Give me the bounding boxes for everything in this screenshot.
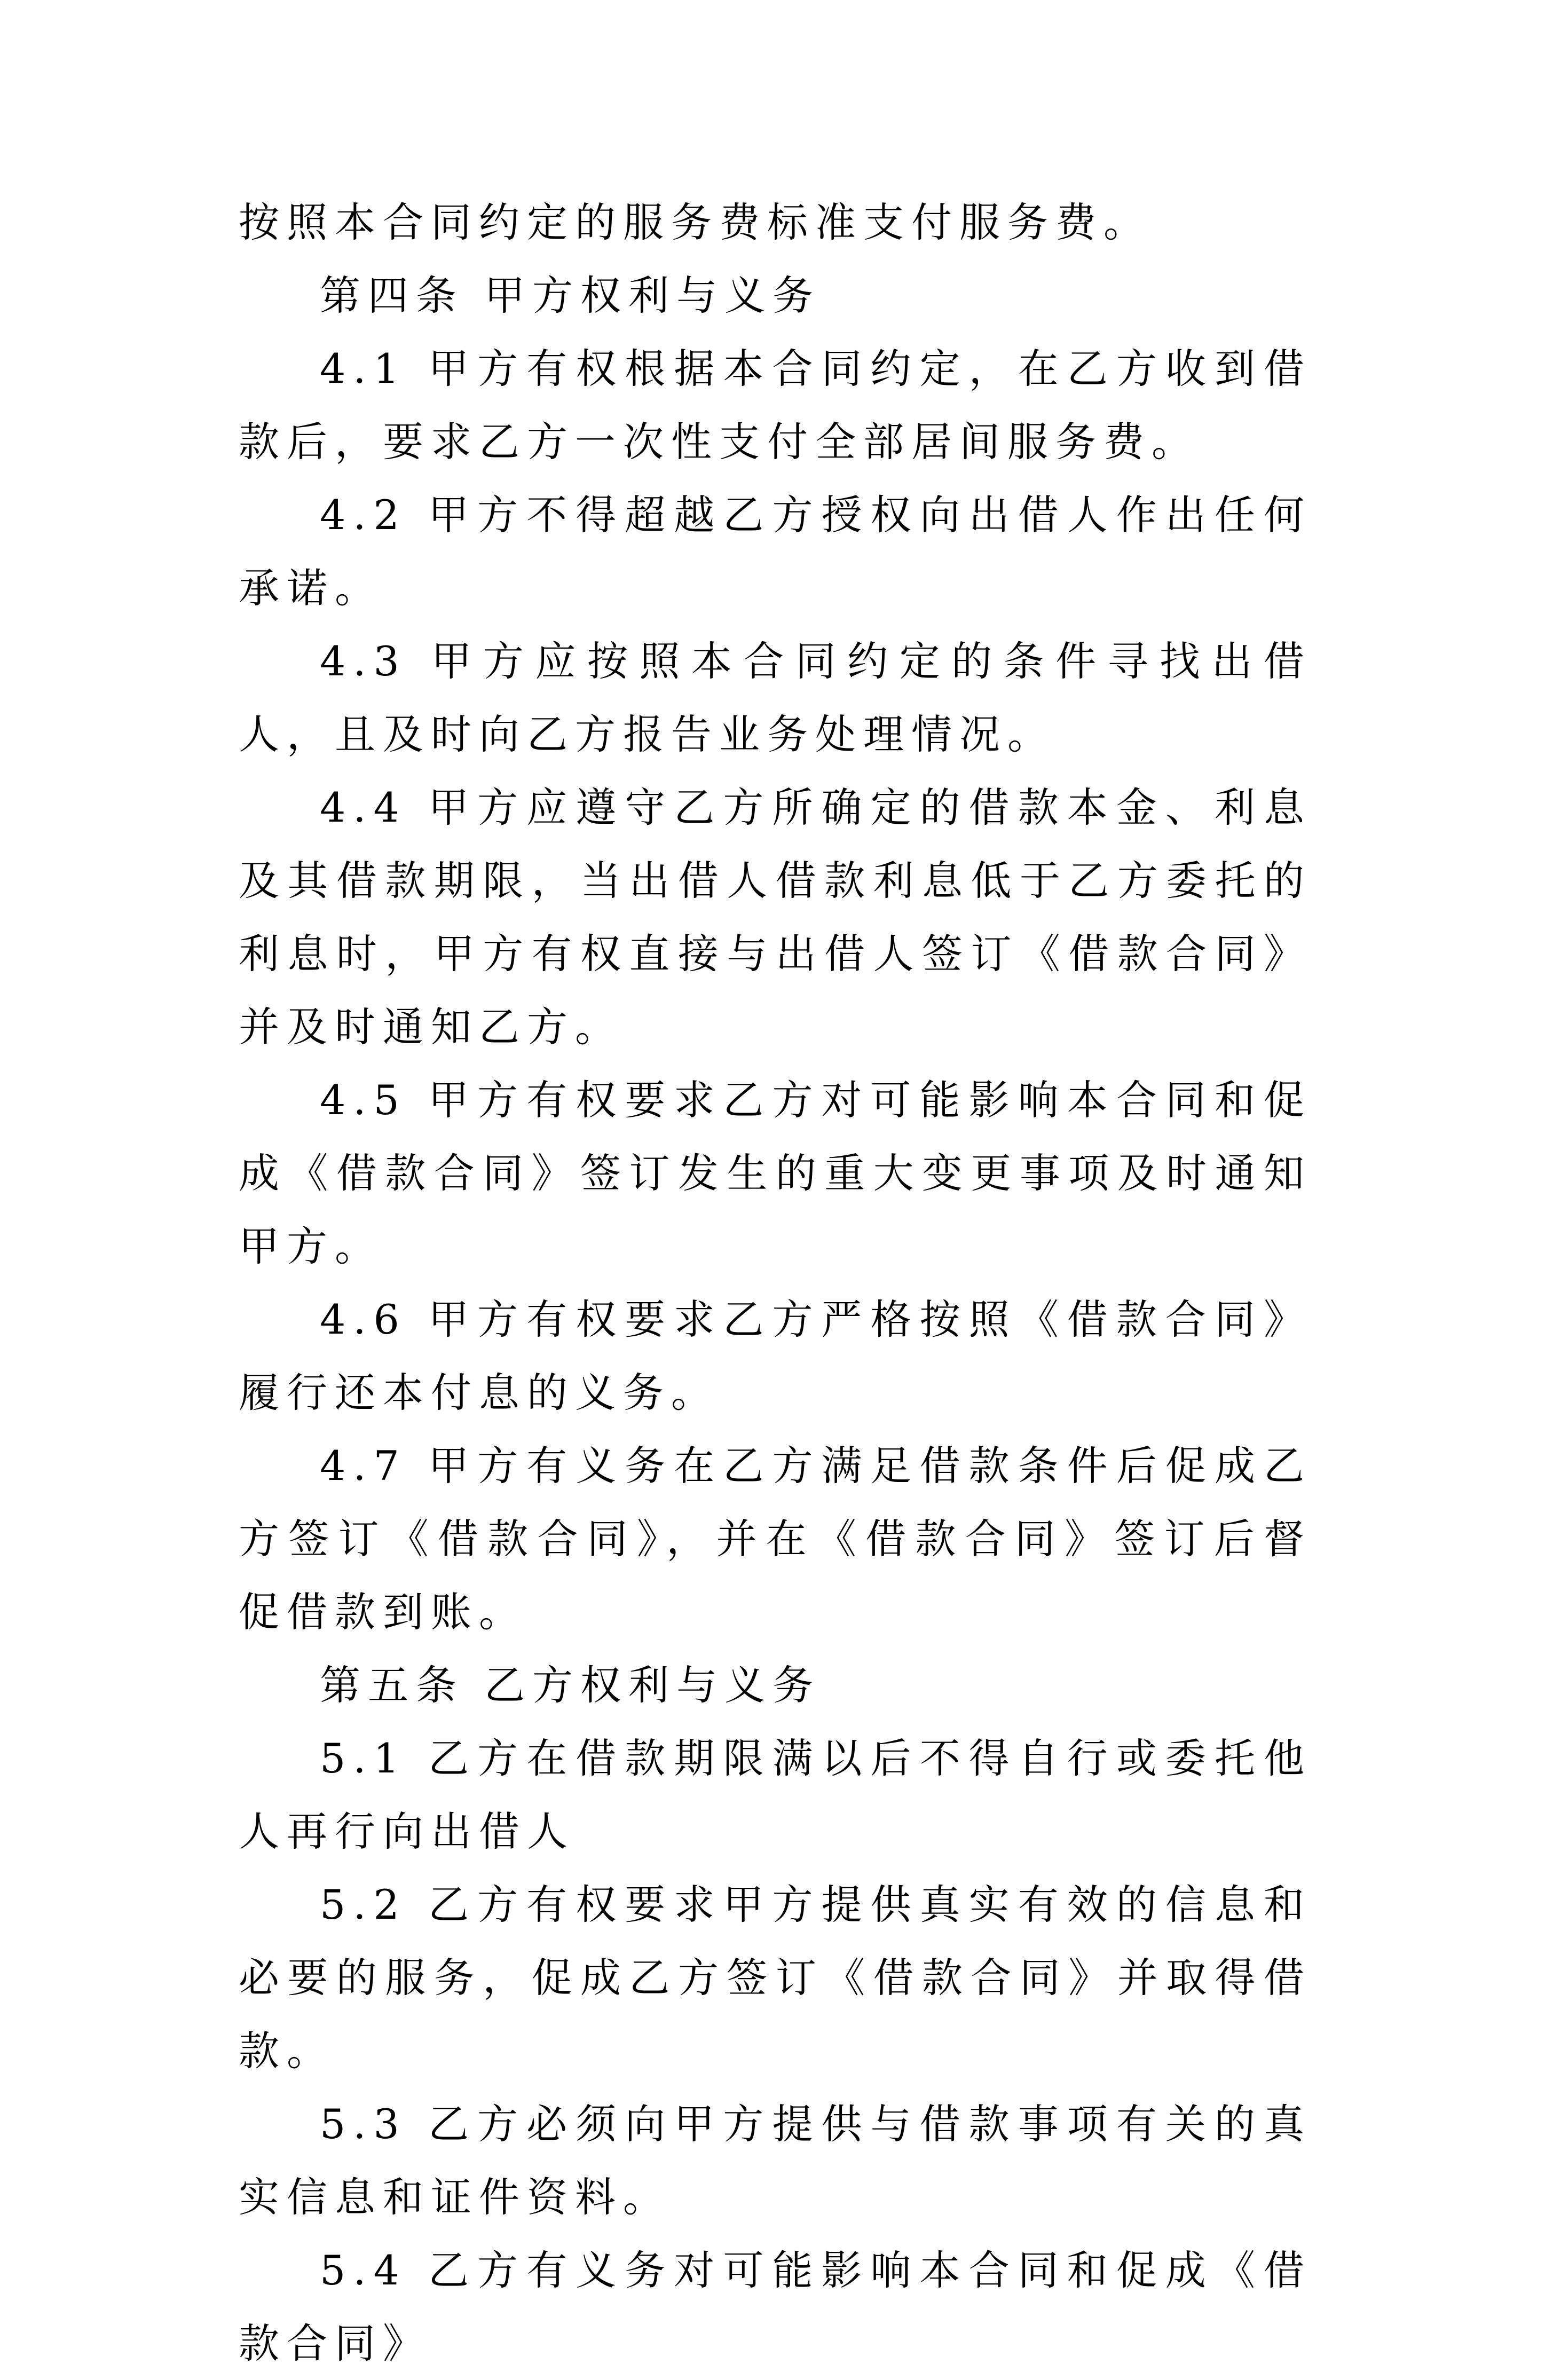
clause-4-2: 4.2 甲方不得超越乙方授权向出借人作出任何承诺。 (239, 491, 1312, 612)
clause-5-3: 5.3 乙方必须向甲方提供与借款事项有关的真实信息和证件资料。 (239, 2100, 1312, 2221)
clause-4-6: 4.6 甲方有权要求乙方严格按照《借款合同》履行还本付息的义务。 (239, 1296, 1312, 1416)
clause-4-5: 4.5 甲方有权要求乙方对可能影响本合同和促成《借款合同》签订发生的重大变更事项及时通知甲方。 (239, 1076, 1312, 1270)
clause-5-1: 5.1 乙方在借款期限满以后不得自行或委托他人再行向出借人 (239, 1735, 1312, 1855)
contract-text-body (239, 186, 1312, 2380)
heading-article-5-party-b-rights: 第五条 乙方权利与义务 (320, 1661, 821, 1709)
clause-4-4: 4.4 甲方应遵守乙方所确定的借款本金、利息及其借款期限，当出借人借款利息低于乙方委托的利息时，甲方有权直接与出借人签订《借款合同》并及时通知乙方。 (239, 784, 1312, 1051)
clause-4-3: 4.3 甲方应按照本合同约定的条件寻找出借人，且及时向乙方报告业务处理情况。 (239, 637, 1312, 758)
clause-4-1: 4.1 甲方有权根据本合同约定，在乙方收到借款后，要求乙方一次性支付全部居间服务费。 (239, 345, 1312, 466)
clause-5-2: 5.2 乙方有权要求甲方提供真实有效的信息和必要的服务，促成乙方签订《借款合同》并取得借款。 (239, 1881, 1312, 2075)
paragraph-service-fee-continuation: 按照本合同约定的服务费标准支付服务费。 (239, 199, 1152, 246)
clause-4-7: 4.7 甲方有义务在乙方满足借款条件后促成乙方签订《借款合同》，并在《借款合同》签订后督促借款到账。 (239, 1442, 1312, 1636)
clause-5-4: 5.4 乙方有义务对可能影响本合同和促成《借款合同》 (239, 2247, 1312, 2367)
heading-article-4-party-a-rights: 第四条 甲方权利与义务 (320, 272, 821, 319)
